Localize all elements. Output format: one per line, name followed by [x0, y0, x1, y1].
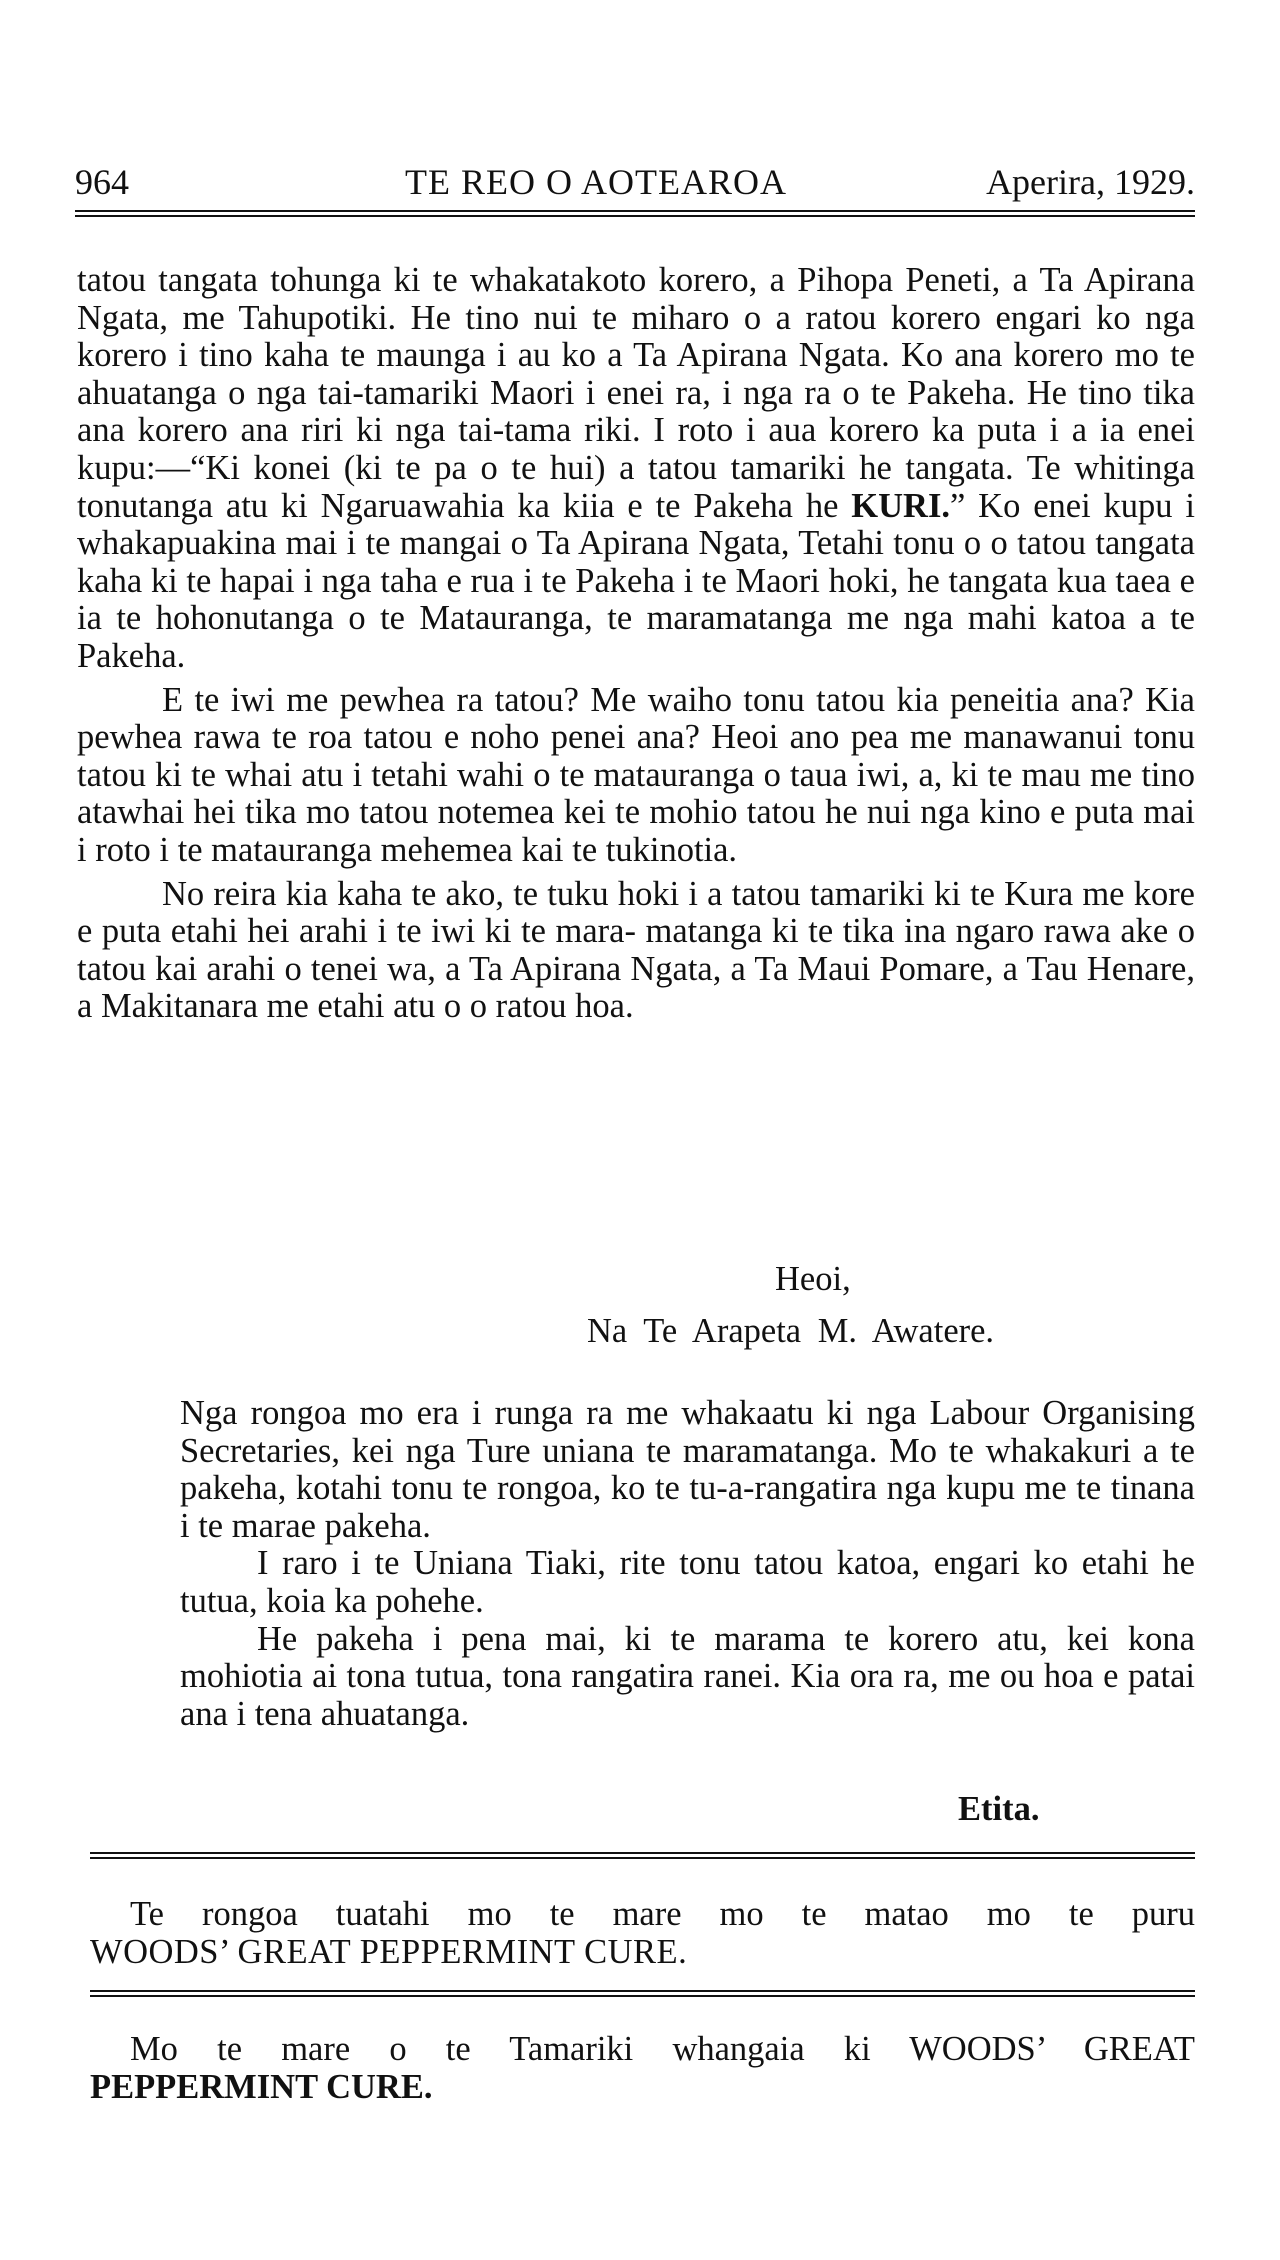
advertisement-1 — [90, 1895, 1195, 1971]
editor-note-paragraph-2: I raro i te Uniana Tiaki, rite tonu tatou katoa, engari ko etahi he tutua, koia ka pohehe. — [180, 1544, 1195, 1620]
advert-divider-1 — [90, 1852, 1195, 1859]
article-paragraph-1 — [77, 262, 1195, 676]
advertisement-2 — [90, 2030, 1195, 2106]
article-body — [77, 262, 1195, 1026]
editor-signature: Etita. — [958, 1790, 1040, 1828]
page-number: 964 — [75, 162, 129, 202]
header-rule — [75, 210, 1195, 217]
running-header — [75, 160, 1195, 204]
issue-date: Aperira, 1929. — [986, 162, 1195, 202]
article-paragraph-2: E te iwi me pewhea ra tatou? Me waiho tonu tatou kia peneitia ana? Kia pewhea rawa te roa tatou e noho penei ana? Heoi ano pea me manawanui tonu tatou ki te whai atu i tetahi wahi o te matauranga o taua iwi, a, ki te mau me tino atawhai hei tika mo tatou notemea kei te mohio tatou he nui nga kino e puta mai i roto i te matauranga mehemea kai te tukinotia. — [77, 680, 1195, 869]
editor-note-paragraph-3: He pakeha i pena mai, ki te marama te korero atu, kei kona mohiotia ai tona tutua, tona rangatira ranei. Kia ora ra, me ou hoa e patai ana i tena ahuatanga. — [180, 1619, 1195, 1733]
closing-salutation: Heoi, — [775, 1260, 851, 1298]
emphasis-kuri: KURI. — [851, 486, 950, 525]
journal-title: TE REO O AOTEAROA — [405, 162, 787, 202]
advertisement-1-line-1: Te rongoa tuatahi mo te mare mo te matao mo te puru — [130, 1895, 1195, 1933]
advertisement-1-line-2: WOODS’ GREAT PEPPERMINT CURE. — [90, 1933, 688, 1971]
advert-divider-2 — [90, 1990, 1195, 1997]
paragraph-1-text-a: tatou tangata tohunga ki te whakatakoto korero, a Pihopa Peneti, a Ta Apirana Ngata, me Tahupotiki. He tino nui te miharo o a ratou korero engari ko nga korero i tino kaha te maunga i au ko a Ta Apirana Ngata. Ko ana korero mo te ahuatanga o nga tai-tamariki Maori i enei ra, i nga ra o te Pakeha. He tino tika ana korero ana riri ki nga tai-tama riki. I roto i aua korero ka puta i a ia enei kupu:—“Ki konei (ki te pa o te hui) a tatou tamariki he tangata. Te whitinga tonutanga atu ki Ngaruawahia ka kiia e te Pakeha he — [77, 261, 1195, 525]
advertisement-2-line-1: Mo te mare o te Tamariki whangaia ki WOODS’ GREAT — [130, 2030, 1195, 2068]
editor-note-paragraph-1: Nga rongoa mo era i runga ra me whakaatu ki nga Labour Organising Secretaries, kei nga Ture uniana te maramatanga. Mo te whakakuri a te pakeha, kotahi tonu te rongoa, ko te tu-a-rangatira nga kupu me te tinana i te marae pakeha. — [180, 1394, 1195, 1545]
article-paragraph-3: No reira kia kaha te ako, te tuku hoki i a tatou tamariki ki te Kura me kore e puta etahi hei arahi i te iwi ki te mara- matanga ki te tika ina ngaro rawa ake o tatou kai arahi o tenei wa, a Ta Apirana Ngata, a Ta Maui Pomare, a Tau Henare, a Makitanara me etahi atu o o ratou hoa. — [77, 874, 1195, 1026]
author-signature: Na Te Arapeta M. Awatere. — [587, 1312, 995, 1350]
editor-note — [180, 1395, 1195, 1733]
advertisement-2-line-2: PEPPERMINT CURE. — [90, 2068, 433, 2106]
paragraph-1-text-b: ” Ko enei kupu i whakapuakina mai i te mangai o Ta Apirana Ngata, Tetahi tonu o o tatou tangata kaha ki te hapai i nga taha e rua i te Pakeha i te Maori hoki, he tangata kua taea e ia te hohonutanga o te Matauranga, te maramatanga me nga mahi katoa a te Pakeha. — [77, 486, 1195, 675]
